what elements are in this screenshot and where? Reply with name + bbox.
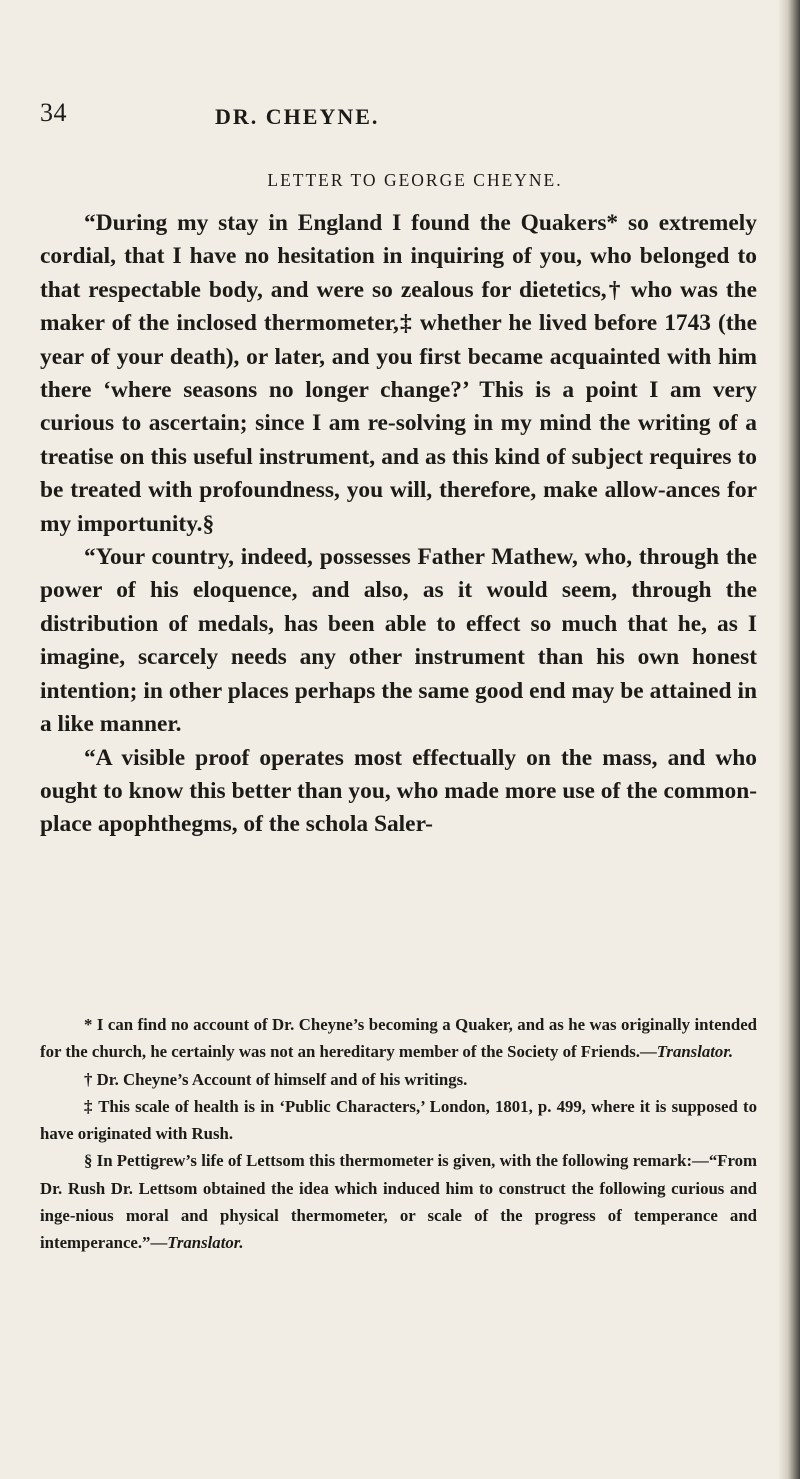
translator-signature: Translator. xyxy=(167,1233,244,1253)
footnote-scale xyxy=(40,1093,757,1148)
footnote-account xyxy=(40,1066,757,1093)
footnote-quaker xyxy=(40,1011,757,1066)
page-number: 34 xyxy=(40,98,67,127)
paragraph: “During my stay in England I found the Quakers* so extremely cordial, that I have no hesitation in inquiring of you, who belonged to that respectable body, and were so zealous for dietetics,† who was the maker of the inclosed thermometer,‡ whether he lived before 1743 (the year of your death), or later, and you first became acquainted with him there ‘where seasons no longer change?’ This is a point I am very curious to ascertain; since I am re-solving in my mind the writing of a treatise on this useful instrument, and as this kind of subject requires to be treated with profoundness, you will, therefore, make allow-ances for my importunity.§ xyxy=(40,210,757,537)
translator-signature: Translator. xyxy=(656,1042,734,1062)
paragraph: “Your country, indeed, possesses Father Mathew, who, through the power of his eloquence, and also, as it would seem, through the distribution of medals, has been able to effect so much that he, as I imagine, scarcely needs any other instrument than his own honest intention; in other places perhaps the same good end may be attained in a like manner. xyxy=(40,544,757,738)
footnotes xyxy=(40,1011,757,1257)
paragraph: “A visible proof operates most effectually on the mass, and who ought to know this better than you, who made more use of the common-place apophthegms, of the schola Saler- xyxy=(40,744,757,838)
footnote-text: † Dr. Cheyne’s Account of himself and of his writings. xyxy=(84,1069,468,1089)
binding-edge-shadow xyxy=(778,0,800,1479)
footnote-pettigrew xyxy=(40,1147,757,1256)
running-head: DR. CHEYNE. xyxy=(215,104,380,129)
section-title: LETTER TO GEORGE CHEYNE. xyxy=(267,170,563,190)
footnote-text: § In Pettigrew’s life of Lettsom this thermometer is given, with the following remark:—“From Dr. Rush Dr. Lettsom obtained the idea which induced him to construct the following curious and inge-nious moral and physical thermometer, or scale of the progress of temperance and intemperance.”— xyxy=(40,1151,757,1253)
page-header xyxy=(40,98,700,134)
footnote-text: ‡ This scale of health is in ‘Public Characters,’ London, 1801, p. 499, where it is supposed to have originated with Rush. xyxy=(40,1096,757,1144)
footnote-text: * I can find no account of Dr. Cheyne’s becoming a Quaker, and as he was originally intended for the church, he certainly was not an hereditary member of the Society of Friends.— xyxy=(40,1015,757,1062)
letter-body xyxy=(40,207,757,842)
